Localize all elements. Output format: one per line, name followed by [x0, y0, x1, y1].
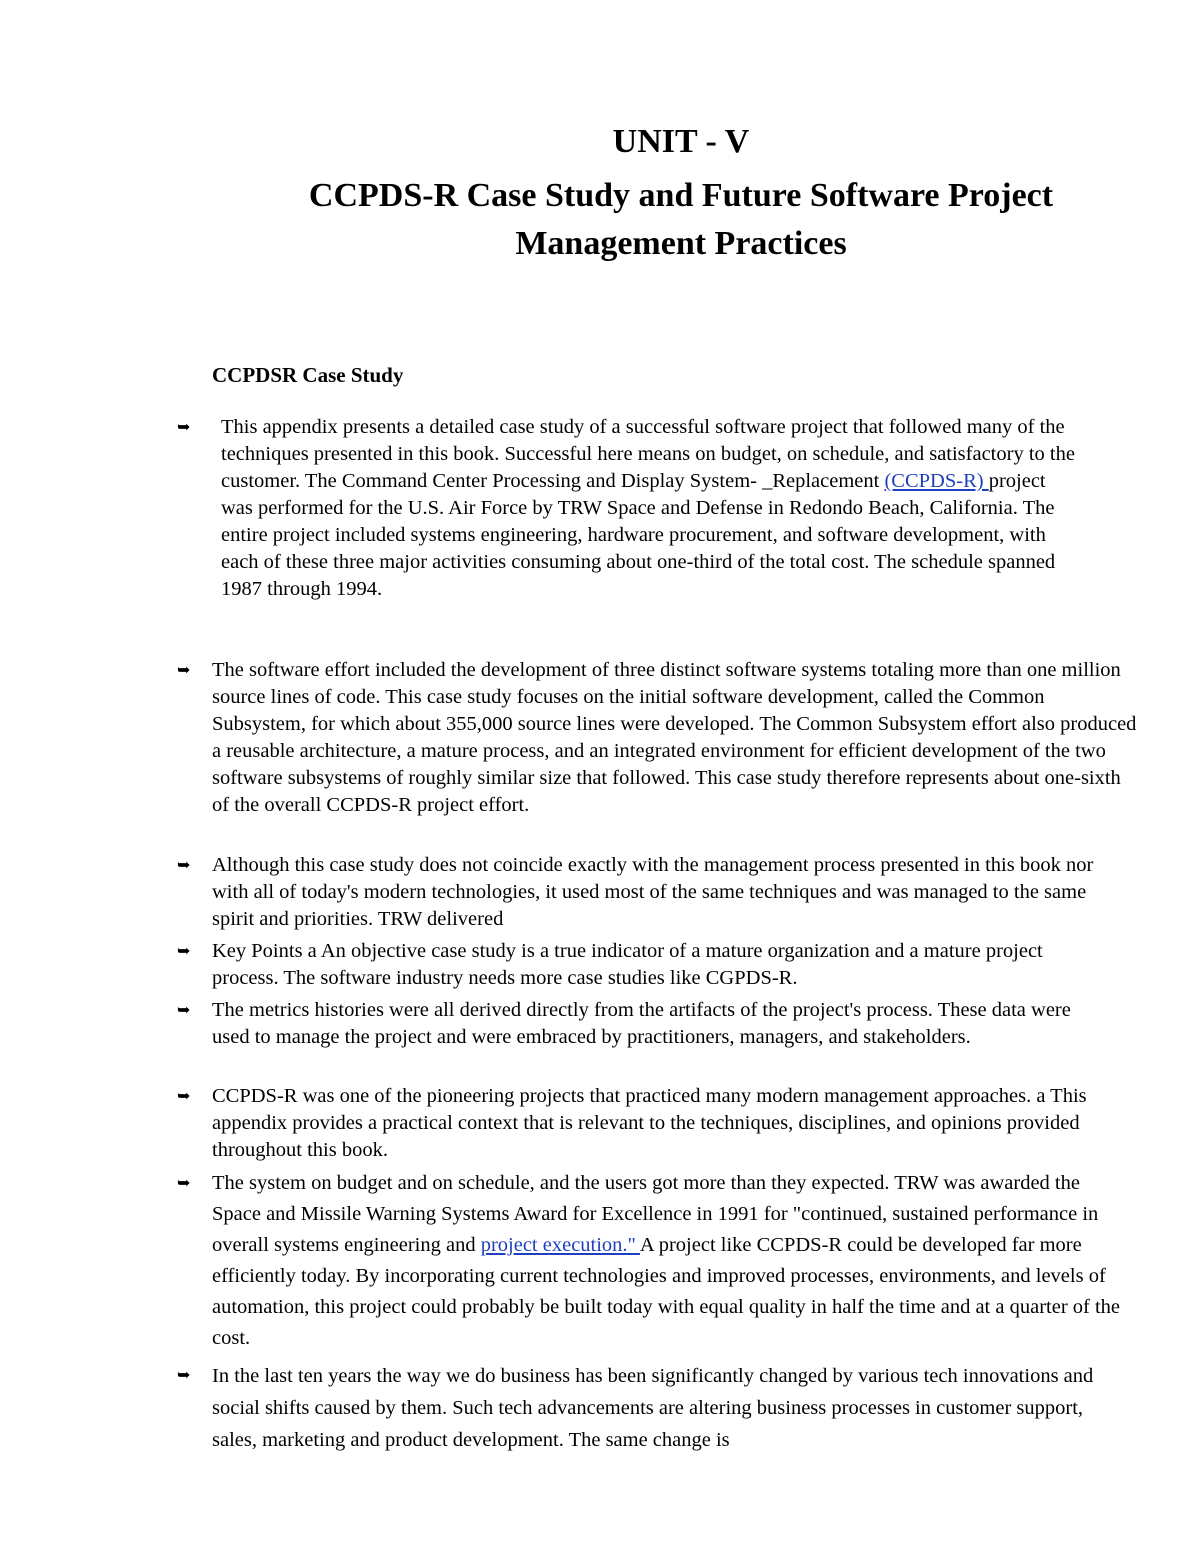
arrow-bullet-icon: ➥	[177, 943, 191, 960]
list-item	[177, 938, 1112, 992]
page-title-line-1: CCPDS-R Case Study and Future Software Project	[308, 177, 1054, 214]
project-execution-link[interactable]: project execution."	[480, 1234, 640, 1256]
list-item	[177, 657, 1142, 819]
list-item-text: In the last ten years the way we do business has been significantly changed by various tech innovations and social shifts caused by them. Such tech advancements are altering business processes in customer support, sales, marketing and product development. The same change is	[212, 1365, 1094, 1451]
arrow-bullet-icon: ➥	[177, 1175, 191, 1192]
list-item-text: Although this case study does not coincide exactly with the management process presented in this book nor with all of today's modern technologies, it used most of the same techniques and was managed to the same spirit and priorities. TRW delivered	[212, 854, 1094, 930]
list-item-text: project was performed for the U.S. Air Force by TRW Space and Defense in Redondo Beach, California. The entire project included systems engineering, hardware procurement, and software development, with each of these three major activities consuming about one-third of the total cost. The schedule spanned 1987 through 1994.	[221, 470, 1056, 600]
section-heading: CCPDSR Case Study	[212, 363, 404, 387]
arrow-bullet-icon: ➥	[177, 419, 191, 436]
list-item	[177, 414, 1081, 603]
page-title-line-2: Management Practices	[515, 225, 847, 262]
list-item	[177, 1083, 1112, 1164]
list-item-text: The system on budget and on schedule, and the users got more than they expected. TRW was awarded the Space and Missile Warning Systems Award for Excellence in 1991 for "continued, sustained performance in overall systems engineering and	[212, 1172, 1099, 1256]
arrow-bullet-icon: ➥	[177, 1367, 191, 1384]
arrow-bullet-icon: ➥	[177, 662, 191, 679]
list-item	[177, 1360, 1122, 1456]
page-title	[250, 172, 1112, 268]
list-item-text: Key Points a An objective case study is a true indicator of a mature organization and a mature project process. The software industry needs more case studies like CGPDS-R.	[212, 940, 1043, 989]
list-item-text: The software effort included the development of three distinct software systems totaling more than one million source lines of code. This case study focuses on the initial software development, called the Common Subsystem, for which about 355,000 source lines were developed. The Common Subsystem effort also produced a reusable architecture, a mature process, and an integrated environment for efficient development of the two software subsystems of roughly similar size that followed. This case study therefore represents about one-sixth of the overall CCPDS-R project effort.	[212, 659, 1137, 816]
list-item-text: CCPDS-R was one of the pioneering projects that practiced many modern management approaches. a This appendix provides a practical context that is relevant to the techniques, disciplines, and opinions provided throughout this book.	[212, 1085, 1087, 1161]
arrow-bullet-icon: ➥	[177, 1088, 191, 1105]
arrow-bullet-icon: ➥	[177, 1002, 191, 1019]
list-item	[177, 997, 1112, 1051]
list-item-text: This appendix presents a detailed case study of a successful software project that followed many of the techniques presented in this book. Successful here means on budget, on schedule, and satisfactory to the customer. The Command Center Processing and Display System- _Replacement	[221, 416, 1075, 492]
list-item	[177, 852, 1112, 933]
arrow-bullet-icon: ➥	[177, 857, 191, 874]
ccpds-r-link[interactable]: (CCPDS-R)	[884, 470, 989, 492]
list-item-text: A project like CCPDS-R could be developed far more efficiently today. By incorporating current technologies and improved processes, environments, and levels of automation, this project could probably be built today with equal quality in half the time and at a quarter of the cost.	[212, 1234, 1121, 1349]
list-item-text: The metrics histories were all derived directly from the artifacts of the project's process. These data were used to manage the project and were embraced by practitioners, managers, and stakeholders.	[212, 999, 1071, 1048]
list-item	[177, 1168, 1122, 1354]
unit-title: UNIT - V	[612, 123, 750, 160]
